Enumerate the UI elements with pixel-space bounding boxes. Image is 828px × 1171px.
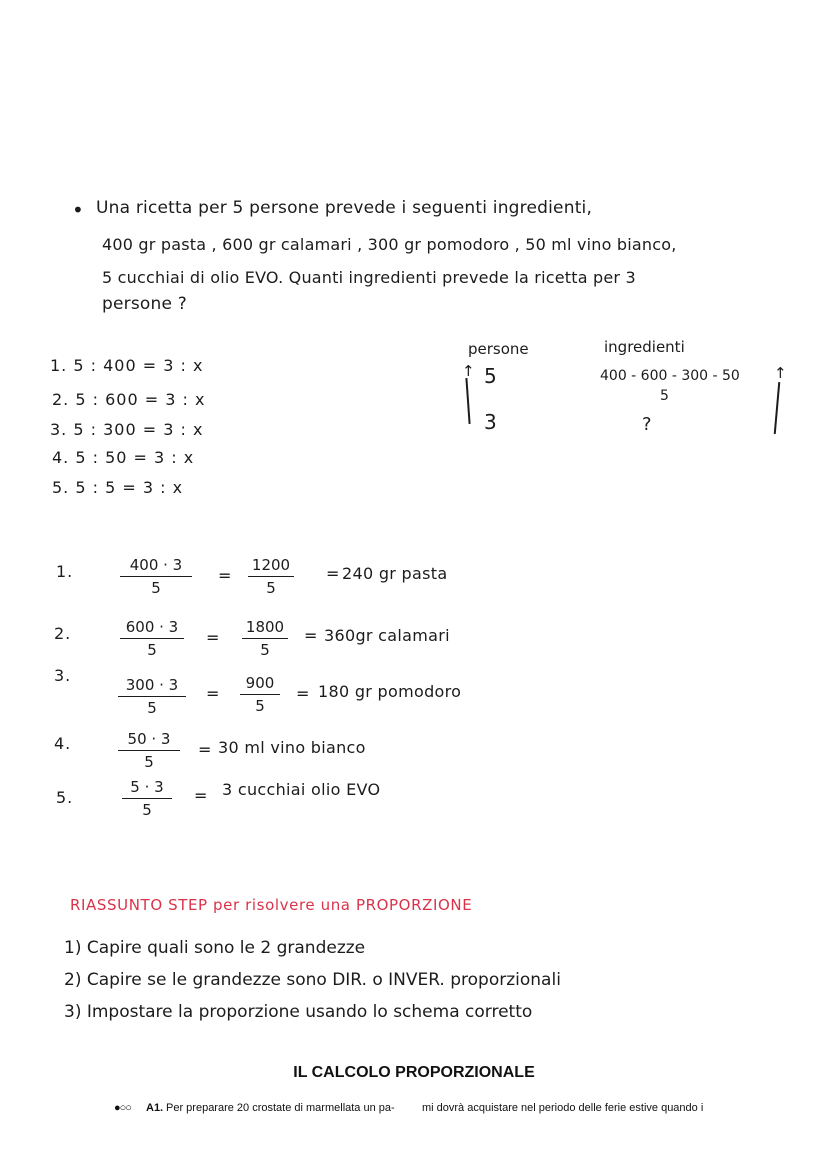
- solution-2-denominator-2: 5: [260, 641, 270, 659]
- solution-4-equals-1: =: [198, 740, 213, 759]
- setup-equation-5: 5. 5 : 5 = 3 : x: [52, 478, 184, 497]
- solution-4-fraction: [118, 730, 180, 771]
- solution-3-numerator: 300 · 3: [118, 676, 186, 697]
- solution-5-result: 3 cucchiai olio EVO: [222, 780, 381, 799]
- ingredienti-arrow-line: [774, 382, 780, 434]
- solution-1-equals-2: =: [326, 564, 341, 583]
- solution-index-2: 2.: [54, 624, 72, 643]
- solution-5-equals-1: =: [194, 786, 209, 805]
- bullet: •: [72, 198, 84, 222]
- exercise-label: A1.: [146, 1102, 164, 1114]
- difficulty-dots: ●○○: [114, 1102, 131, 1114]
- solution-2-equals-1: =: [206, 628, 221, 647]
- ingredienti-label: ingredienti: [604, 338, 685, 356]
- solution-1-numerator-2: 1200: [248, 556, 294, 577]
- summary-step-2: 2) Capire se le grandezze sono DIR. o INVER. proporzionali: [64, 970, 561, 990]
- setup-equation-4: 4. 5 : 50 = 3 : x: [52, 448, 195, 467]
- solution-3-equals-2: =: [296, 684, 311, 703]
- solution-5-denominator: 5: [142, 801, 152, 819]
- solution-2-fraction-2: [242, 618, 288, 659]
- setup-equation-2: 2. 5 : 600 = 3 : x: [52, 390, 206, 409]
- persone-value-1: 5: [484, 364, 497, 388]
- solution-3-fraction: [118, 676, 186, 717]
- solution-2-fraction: [120, 618, 184, 659]
- summary-step-3: 3) Impostare la proporzione usando lo schema corretto: [64, 1002, 533, 1022]
- setup-equation-1: 1. 5 : 400 = 3 : x: [50, 356, 204, 375]
- solution-4-numerator: 50 · 3: [118, 730, 180, 751]
- section-heading: IL CALCOLO PROPORZIONALE: [293, 1064, 535, 1081]
- solution-1-result: 240 gr pasta: [342, 564, 448, 583]
- solution-index-4: 4.: [54, 734, 72, 753]
- problem-line-3: 5 cucchiai di olio EVO. Quanti ingredienti prevede la ricetta per 3: [102, 268, 636, 287]
- solution-3-fraction-2: [240, 674, 280, 715]
- solution-2-result: 360gr calamari: [324, 626, 450, 645]
- solution-1-denominator-2: 5: [266, 579, 276, 597]
- persone-arrow-line: [465, 378, 470, 424]
- solution-2-numerator: 600 · 3: [120, 618, 184, 639]
- solution-1-denominator: 5: [151, 579, 161, 597]
- persone-value-2: 3: [484, 410, 497, 434]
- solution-3-numerator-2: 900: [240, 674, 280, 695]
- solution-3-denominator-2: 5: [255, 697, 265, 715]
- solution-index-5: 5.: [56, 788, 74, 807]
- summary-title: RIASSUNTO STEP per risolvere una PROPORZIONE: [70, 896, 473, 914]
- solution-1-equals-1: =: [218, 566, 233, 585]
- solution-index-1: 1.: [56, 562, 74, 581]
- solution-3-result: 180 gr pomodoro: [318, 682, 462, 701]
- solution-4-result: 30 ml vino bianco: [218, 738, 366, 757]
- ingredienti-values-row-2: 5: [660, 388, 669, 404]
- solution-2-denominator: 5: [147, 641, 157, 659]
- solution-3-denominator: 5: [147, 699, 157, 717]
- persone-label: persone: [468, 340, 529, 358]
- solution-2-numerator-2: 1800: [242, 618, 288, 639]
- solution-5-fraction: [122, 778, 172, 819]
- exercise-text: Per preparare 20 crostate di marmellata un pa-: [166, 1102, 395, 1114]
- solution-4-denominator: 5: [144, 753, 154, 771]
- solution-1-fraction: [120, 556, 192, 597]
- solution-3-equals-1: =: [206, 684, 221, 703]
- setup-equation-3: 3. 5 : 300 = 3 : x: [50, 420, 204, 439]
- unknown-mark: ?: [642, 414, 652, 435]
- solution-2-equals-2: =: [304, 626, 319, 645]
- problem-line-2: 400 gr pasta , 600 gr calamari , 300 gr pomodoro , 50 ml vino bianco,: [102, 235, 677, 254]
- problem-line-1: Una ricetta per 5 persone prevede i seguenti ingredienti,: [96, 198, 593, 218]
- problem-line-4: persone ?: [102, 294, 187, 314]
- solution-1-fraction-2: [248, 556, 294, 597]
- solution-index-3: 3.: [54, 666, 72, 685]
- summary-step-1: 1) Capire quali sono le 2 grandezze: [64, 938, 366, 958]
- up-arrow-icon-right: ↑: [774, 364, 787, 382]
- solution-5-numerator: 5 · 3: [122, 778, 172, 799]
- up-arrow-icon: ↑: [462, 362, 475, 380]
- exercise-text-right: mi dovrà acquistare nel periodo delle ferie estive quando i: [422, 1102, 704, 1114]
- ingredienti-values-row-1: 400 - 600 - 300 - 50: [600, 368, 740, 384]
- solution-1-numerator: 400 · 3: [120, 556, 192, 577]
